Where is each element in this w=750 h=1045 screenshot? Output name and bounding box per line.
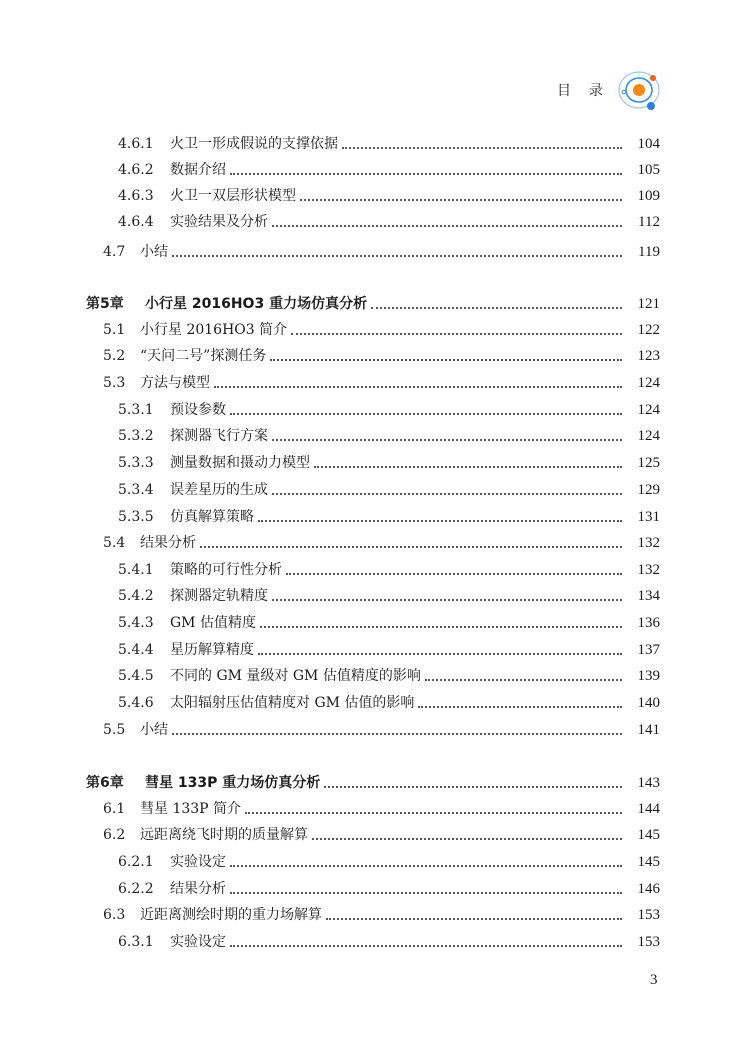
toc-entry-row[interactable] (0, 183, 750, 209)
toc-entry-page: 145 (637, 827, 660, 843)
toc-entry-number: 5.3.4 (118, 482, 154, 498)
toc-entry-row[interactable] (0, 477, 750, 503)
toc-entry-title: 火卫一双层形状模型 (170, 188, 296, 204)
dot-leader (260, 625, 622, 628)
toc-entry-row[interactable] (0, 929, 750, 955)
toc-entry-row[interactable] (0, 239, 750, 265)
dot-leader (291, 332, 622, 335)
toc-entry-number: 第5章 (86, 296, 124, 312)
toc-entry-title: 方法与模型 (140, 375, 210, 391)
toc-entry-title: 小结 (140, 244, 168, 260)
toc-entry-number: 6.1 (103, 801, 126, 817)
dot-leader (418, 705, 622, 708)
dot-leader (272, 438, 622, 441)
toc-entry-title: 测量数据和摄动力模型 (170, 455, 310, 471)
toc-entry-title: 彗星 133P 简介 (140, 801, 242, 817)
toc-entry-page: 104 (637, 136, 660, 152)
dot-leader (172, 732, 622, 735)
dot-leader (230, 864, 622, 867)
toc-entry-row[interactable] (0, 822, 750, 848)
toc-entry-page: 132 (637, 535, 660, 551)
toc-entry-title: 仿真解算策略 (170, 509, 254, 525)
toc-entry-title: 误差星历的生成 (170, 482, 268, 498)
toc-entry-row[interactable] (0, 370, 750, 396)
dot-leader (272, 598, 622, 601)
toc-entry-title: 小行星 2016HO3 重力场仿真分析 (145, 296, 368, 312)
toc-entry-title: 实验设定 (170, 934, 226, 950)
dot-leader (326, 917, 622, 920)
toc-entry-number: 5.4 (103, 535, 126, 551)
dot-leader (270, 358, 622, 361)
toc-entry-row[interactable] (0, 557, 750, 583)
toc-entry-page: 145 (637, 854, 660, 870)
toc-entry-row[interactable] (0, 849, 750, 875)
toc-chapter-row[interactable] (0, 291, 750, 317)
toc-entry-number: 5.4.5 (118, 668, 154, 684)
toc-entry-page: 134 (637, 588, 660, 604)
toc-entry-page: 129 (637, 482, 660, 498)
toc-entry-number: 5.4.4 (118, 642, 154, 658)
toc-entry-row[interactable] (0, 610, 750, 636)
toc-entry-title: 火卫一形成假说的支撑依据 (170, 136, 338, 152)
toc-entry-row[interactable] (0, 504, 750, 530)
toc-entry-title: 小结 (140, 722, 168, 738)
toc-entry-row[interactable] (0, 796, 750, 822)
toc-entry-title: 实验结果及分析 (170, 214, 268, 230)
toc-entry-title: “天问二号”探测任务 (140, 348, 267, 364)
toc-entry-row[interactable] (0, 423, 750, 449)
orbit-logo-icon (615, 68, 667, 112)
dot-leader (230, 891, 622, 894)
dot-leader (230, 172, 622, 175)
dot-leader (342, 146, 622, 149)
toc-entry-number: 第6章 (86, 775, 124, 791)
dot-leader (371, 306, 622, 309)
toc-entry-number: 5.3.1 (118, 402, 154, 418)
toc-entry-page: 144 (637, 801, 660, 817)
toc-entry-title: 小行星 2016HO3 简介 (140, 322, 288, 338)
toc-entry-title: 太阳辐射压估值精度对 GM 估值的影响 (170, 695, 415, 711)
toc-entry-row[interactable] (0, 397, 750, 423)
toc-entry-number: 5.3.3 (118, 455, 154, 471)
toc-entry-page: 146 (637, 881, 660, 897)
toc-entry-title: GM 估值精度 (170, 615, 256, 631)
toc-entry-page: 132 (637, 562, 660, 578)
toc-entry-row[interactable] (0, 450, 750, 476)
toc-entry-page: 143 (637, 775, 660, 791)
toc-entry-number: 5.3 (103, 375, 126, 391)
toc-chapter-row[interactable] (0, 770, 750, 796)
dot-leader (258, 519, 622, 522)
toc-entry-page: 125 (637, 455, 660, 471)
toc-entry-title: 结果分析 (170, 881, 226, 897)
toc-entry-page: 124 (637, 402, 660, 418)
toc-entry-number: 4.6.1 (118, 136, 154, 152)
dot-leader (200, 545, 622, 548)
toc-entry-row[interactable] (0, 876, 750, 902)
toc-entry-title: 数据介绍 (170, 162, 226, 178)
toc-entry-row[interactable] (0, 131, 750, 157)
dot-leader (172, 254, 622, 257)
toc-entry-title: 远距离绕飞时期的质量解算 (140, 827, 308, 843)
toc-entry-page: 121 (637, 296, 660, 312)
page-number: 3 (650, 972, 658, 988)
toc-entry-title: 星历解算精度 (170, 642, 254, 658)
toc-entry-number: 4.6.4 (118, 214, 154, 230)
toc-entry-page: 124 (637, 428, 660, 444)
toc-entry-row[interactable] (0, 157, 750, 183)
toc-entry-page: 131 (637, 509, 660, 525)
dot-leader (258, 652, 622, 655)
dot-leader (312, 837, 622, 840)
toc-entry-row[interactable] (0, 902, 750, 928)
toc-entry-number: 6.2.1 (118, 854, 154, 870)
toc-entry-number: 6.2.2 (118, 881, 154, 897)
toc-entry-page: 124 (637, 375, 660, 391)
dot-leader (324, 785, 622, 788)
toc-entry-page: 119 (638, 244, 660, 260)
toc-entry-number: 4.6.2 (118, 162, 154, 178)
toc-entry-number: 5.3.5 (118, 509, 154, 525)
toc-entry-page: 112 (638, 214, 660, 230)
toc-entry-page: 141 (637, 722, 660, 738)
dot-leader (230, 944, 622, 947)
toc-entry-row[interactable] (0, 690, 750, 716)
toc-entry-number: 6.3.1 (118, 934, 154, 950)
toc-entry-number: 5.4.6 (118, 695, 154, 711)
toc-entry-row[interactable] (0, 637, 750, 663)
toc-entry-page: 140 (637, 695, 660, 711)
toc-entry-page: 136 (637, 615, 660, 631)
toc-entry-page: 105 (637, 162, 660, 178)
toc-entry-title: 探测器飞行方案 (170, 428, 268, 444)
toc-entry-number: 4.7 (103, 244, 126, 260)
toc-entry-number: 4.6.3 (118, 188, 154, 204)
toc-entry-row[interactable] (0, 583, 750, 609)
dot-leader (272, 492, 622, 495)
toc-entry-page: 123 (637, 348, 660, 364)
toc-entry-number: 5.3.2 (118, 428, 154, 444)
toc-entry-row[interactable] (0, 717, 750, 743)
toc-entry-number: 5.1 (103, 322, 126, 338)
toc-entry-number: 5.2 (103, 348, 126, 364)
toc-entry-row[interactable] (0, 663, 750, 689)
toc-entry-title: 预设参数 (170, 402, 226, 418)
dot-leader (425, 678, 622, 681)
toc-entry-row[interactable] (0, 317, 750, 343)
dot-leader (286, 572, 622, 575)
toc-entry-number: 5.4.1 (118, 562, 154, 578)
toc-entry-title: 近距离测绘时期的重力场解算 (140, 907, 322, 923)
toc-entry-number: 6.3 (103, 907, 126, 923)
dot-leader (230, 412, 622, 415)
dot-leader (272, 224, 622, 227)
toc-entry-number: 5.4.3 (118, 615, 154, 631)
dot-leader (314, 465, 622, 468)
toc-entry-title: 结果分析 (140, 535, 196, 551)
dot-leader (245, 811, 622, 814)
toc-entry-title: 策略的可行性分析 (170, 562, 282, 578)
toc-entry-title: 实验设定 (170, 854, 226, 870)
toc-entry-row[interactable] (0, 209, 750, 235)
toc-entry-title: 彗星 133P 重力场仿真分析 (145, 775, 321, 791)
toc-entry-title: 探测器定轨精度 (170, 588, 268, 604)
toc-entry-page: 109 (637, 188, 660, 204)
toc-entry-page: 122 (637, 322, 660, 338)
toc-entry-page: 137 (637, 642, 660, 658)
toc-entry-title: 不同的 GM 量级对 GM 估值精度的影响 (170, 668, 421, 684)
toc-entry-row[interactable] (0, 530, 750, 556)
toc-entry-page: 139 (637, 668, 660, 684)
toc-entry-row[interactable] (0, 343, 750, 369)
toc-entry-page: 153 (637, 907, 660, 923)
dot-leader (214, 385, 622, 388)
toc-entry-number: 5.4.2 (118, 588, 154, 604)
toc-entry-number: 6.2 (103, 827, 126, 843)
dot-leader (300, 198, 622, 201)
running-head-title: 目 录 (557, 83, 605, 99)
toc-entry-page: 153 (637, 934, 660, 950)
toc-entry-number: 5.5 (103, 722, 126, 738)
